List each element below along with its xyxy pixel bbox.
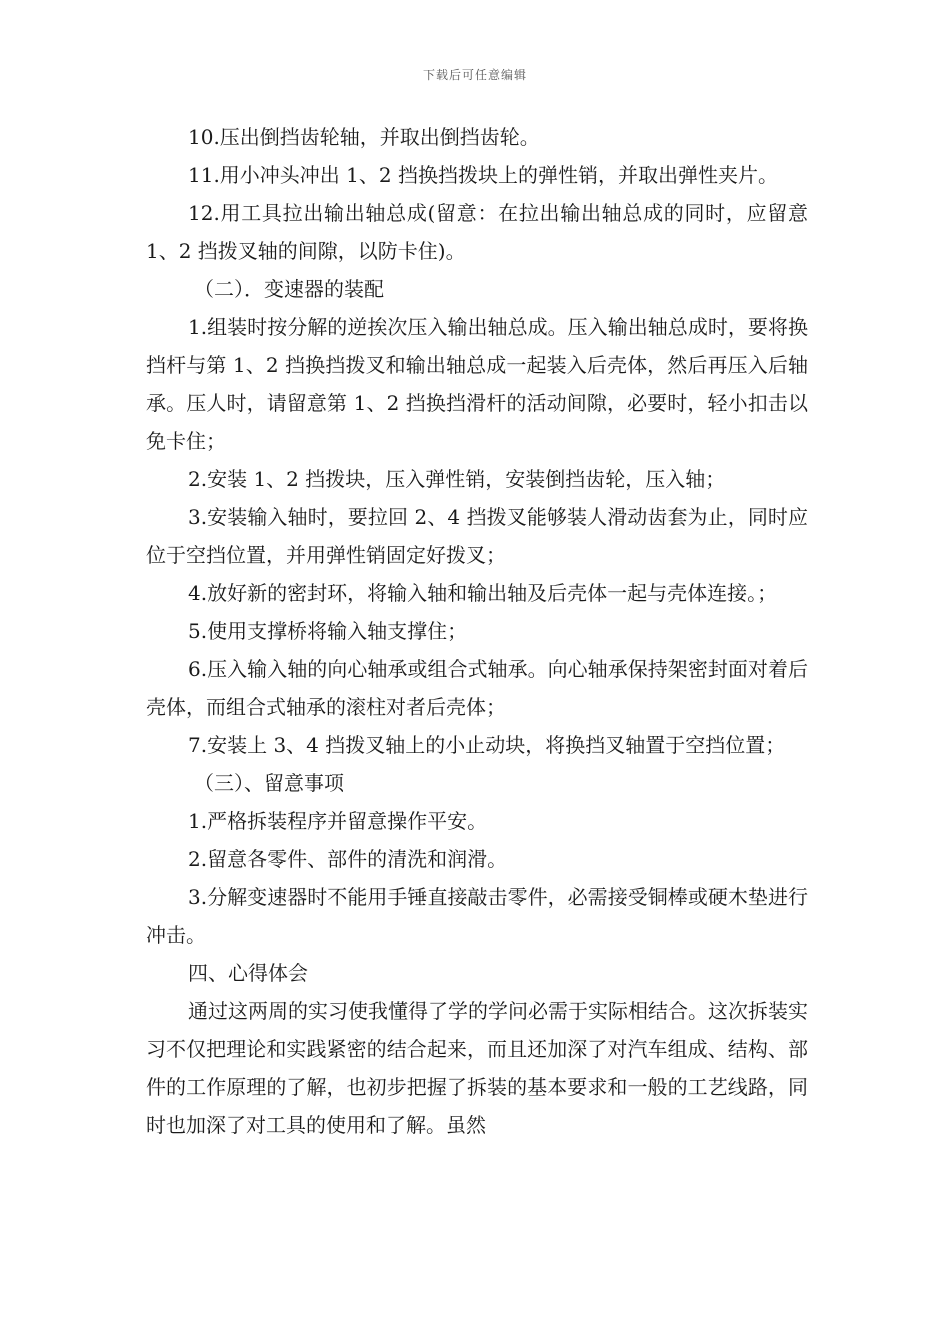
document-body xyxy=(146,118,808,1144)
paragraph-reflections: 通过这两周的实习使我懂得了学的学问必需于实际相结合。这次拆装实习不仅把理论和实践紧密的结合起来，而且还加深了对汽车组成、结构、部件的工作原理的了解，也初步把握了拆装的基本要求和一般的工艺线路，同时也加深了对工具的使用和了解。虽然 xyxy=(146,999,808,1137)
section-heading-assembly: （二）．变速器的装配 xyxy=(194,277,384,301)
paragraph-assembly-6: 6.压入输入轴的向心轴承或组合式轴承。向心轴承保持架密封面对着后壳体，而组合式轴承的滚柱对者后壳体； xyxy=(146,657,808,719)
section-heading-precautions: （三）、留意事项 xyxy=(194,771,344,795)
paragraph-step-11: 11.用小冲头冲出 1、2 挡换挡拨块上的弹性销，并取出弹性夹片。 xyxy=(188,163,778,187)
paragraph-precaution-1: 1.严格拆装程序并留意操作平安。 xyxy=(188,809,488,833)
page-header: 下载后可任意编辑 xyxy=(422,68,527,82)
paragraph-assembly-4: 4.放好新的密封环，将输入轴和输出轴及后壳体一起与壳体连接。； xyxy=(188,581,778,605)
paragraph-precaution-3: 3.分解变速器时不能用手锤直接敲击零件，必需接受铜棒或硬木垫进行冲击。 xyxy=(146,885,808,947)
paragraph-assembly-3: 3.安装输入轴时，要拉回 2、4 挡拨叉能够装人滑动齿套为止，同时应位于空挡位置，并用弹性销固定好拨叉； xyxy=(146,505,808,567)
paragraph-step-10: 10.压出倒挡齿轮轴，并取出倒挡齿轮。 xyxy=(188,125,540,149)
paragraph-assembly-2: 2.安装 1、2 挡拨块，压入弹性销，安装倒挡齿轮，压入轴； xyxy=(188,467,726,491)
paragraph-assembly-5: 5.使用支撑桥将输入轴支撑住； xyxy=(188,619,468,643)
paragraph-assembly-1: 1.组装时按分解的逆挨次压入输出轴总成。压入输出轴总成时，要将换挡杆与第 1、2 挡换挡拨叉和输出轴总成一起装入后壳体，然后再压入后轴承。压人时，请留意第 1、2 挡换挡滑杆的活动间隙，必要时，轻小扣击以免卡住； xyxy=(146,315,808,453)
paragraph-precaution-2: 2.留意各零件、部件的清洗和润滑。 xyxy=(188,847,508,871)
section-heading-reflections: 四、心得体会 xyxy=(188,961,308,985)
paragraph-step-12: 12.用工具拉出输出轴总成(留意：在拉出输出轴总成的同时，应留意 1、2 挡拨叉轴的间隙，以防卡住)。 xyxy=(146,201,808,263)
paragraph-assembly-7: 7.安装上 3、4 挡拨叉轴上的小止动块，将换挡叉轴置于空挡位置； xyxy=(188,733,786,757)
